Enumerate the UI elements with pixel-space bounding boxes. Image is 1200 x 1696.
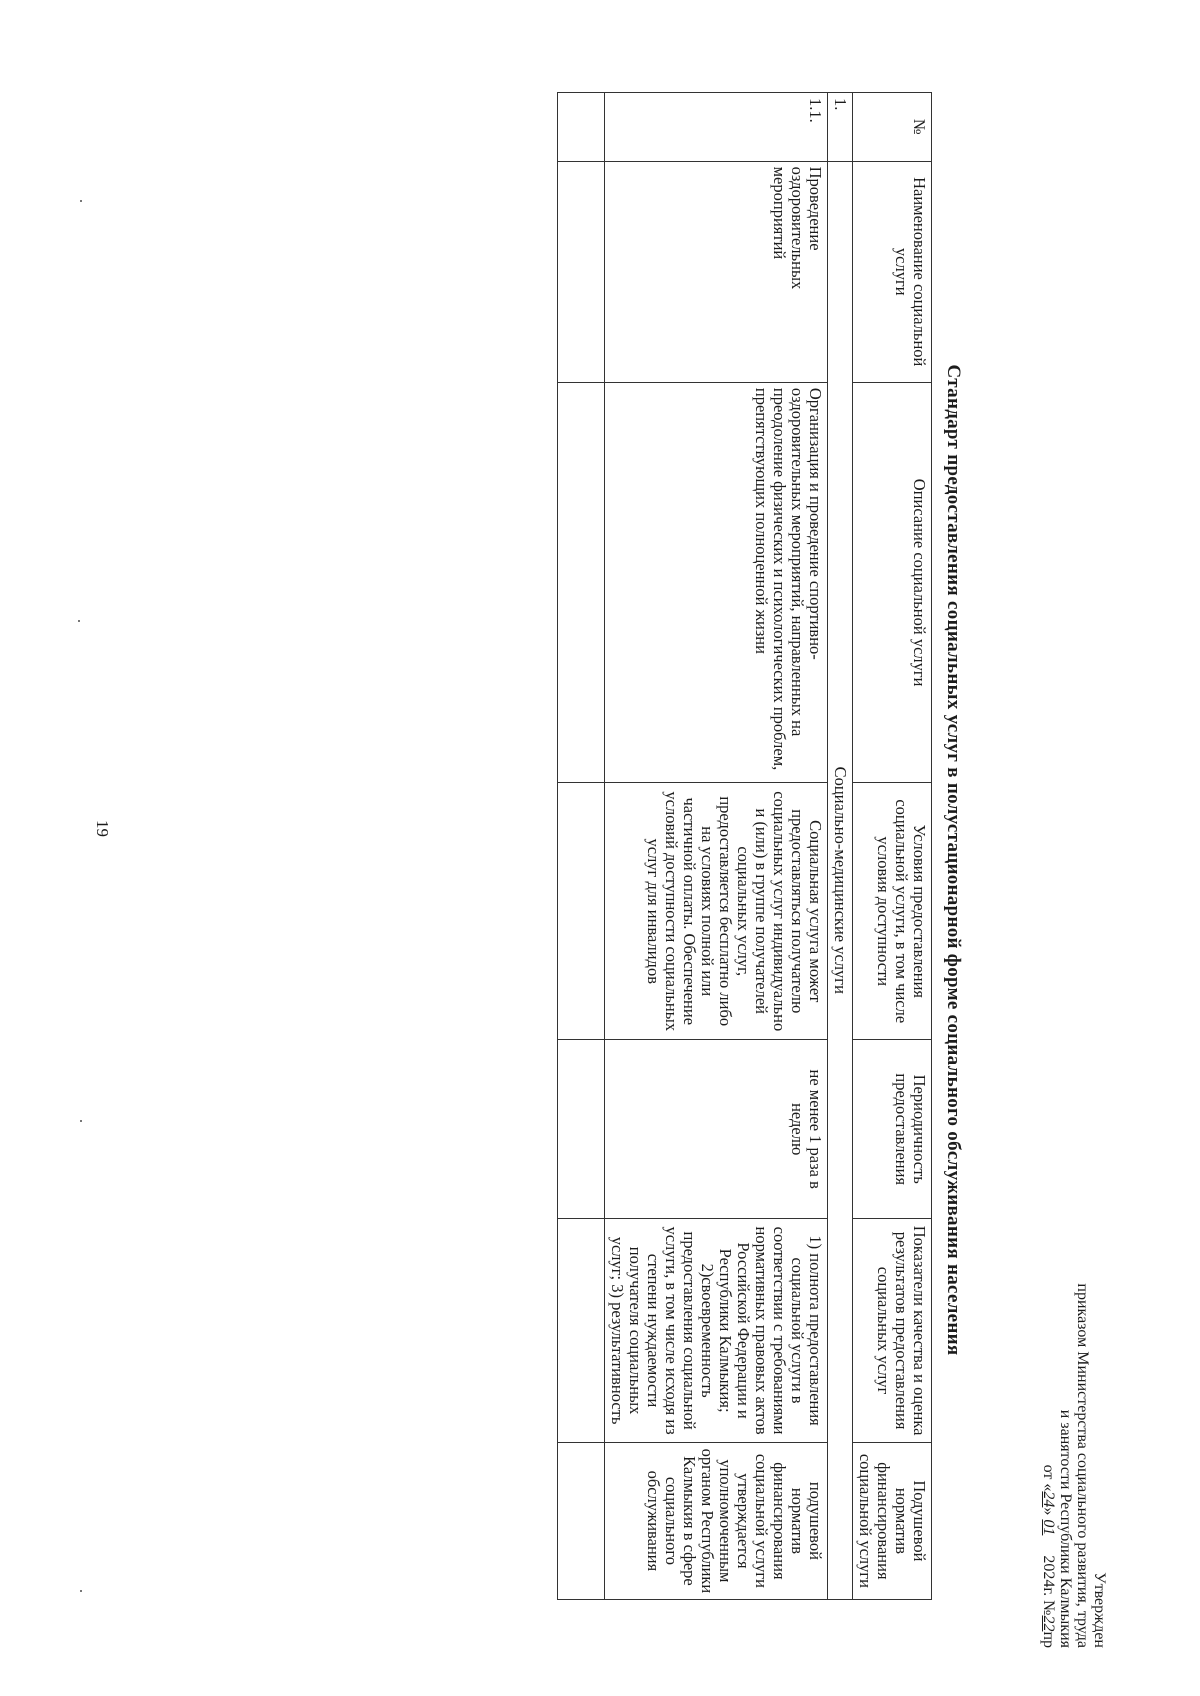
document-title: Стандарт предоставления социальных услуг в полустационарной форме социального обслуживания населения [943,364,964,1356]
table-header-row [853,93,932,1600]
empty-cell [558,161,605,382]
row-service-name: Проведение оздоровительных мероприятий [605,161,828,382]
section-number: 1. [828,93,853,162]
header-periodicity: Периодичность предоставления [853,1040,932,1219]
table-row [605,93,828,1600]
standard-table [557,92,932,1600]
empty-cell [558,783,605,1040]
header-description: Описание социальной услуги [853,382,932,783]
row-number: 1.1. [605,93,828,162]
date-month: 01 [1040,1519,1057,1536]
page-number: 19 [93,820,112,837]
empty-cell [558,93,605,162]
empty-cell [558,1442,605,1599]
header-service-name: Наименование социальной услуги [853,161,932,382]
date-prefix: от « [1040,1464,1057,1492]
row-quality: 1) полнота предоставления социальной услуги в соответствии с требованиями нормативных правовых актов Российской Федерации и Республики Калмыкия; 2)своевременность предоставления социальной услуги, в том числе исходя из степени нуждаемости получателя социальных услуг; 3) результативность [605,1219,828,1443]
empty-cell [558,382,605,783]
date-day: 24 [1040,1491,1057,1508]
section-title: Социально-медицинские услуги [828,161,853,1599]
empty-cell [558,1040,605,1219]
row-description: Организация и проведение спортивно-оздоровительных мероприятий, направленных на преодоление физических и психологических проблем, препятствующих полноценной жизни [605,382,828,783]
header-norm: Подушевой норматив финансирования социальной услуги [853,1442,932,1599]
approval-line-1: Утвержден [1091,1572,1108,1648]
scan-speck [78,620,80,622]
header-quality: Показатели качества и оценка результатов предоставления социальных услуг [853,1219,932,1443]
order-number: 22 [1040,1615,1057,1632]
row-conditions: Социальная услуга может предоставляться получателю социальных услуг индивидуально и (или) в группе получателей социальных услуг, предоставляется бесплатно либо на условиях полной или частичной оплаты. Обеспечение условий доступности социальных услуг для инвалидов [605,783,828,1040]
header-conditions: Условия предоставления социальной услуги, в том числе условия доступности [853,783,932,1040]
section-row [828,93,853,1600]
row-norm: подушевой норматив финансирования социальной услуги утверждается уполномоченным органом Республики Калмыкия в сфере социального обслуживания [605,1442,828,1599]
approval-line-2: приказом Министерства социального развития, труда [1074,1283,1091,1648]
date-year: 2024г. № [1040,1555,1057,1616]
scan-speck [80,1590,82,1592]
approval-line-3: и занятости Республики Калмыкия [1057,1409,1074,1648]
table-row-empty [558,93,605,1600]
row-periodicity: не менее 1 раза в неделю [605,1040,828,1219]
scan-speck [80,1120,82,1122]
date-mid: » [1040,1507,1057,1516]
header-number: № [853,93,932,162]
approval-stamp [1040,1048,1108,1648]
approval-date-line [1040,1048,1057,1648]
scan-speck [80,200,82,202]
order-suffix: пр [1040,1631,1057,1648]
empty-cell [558,1219,605,1443]
